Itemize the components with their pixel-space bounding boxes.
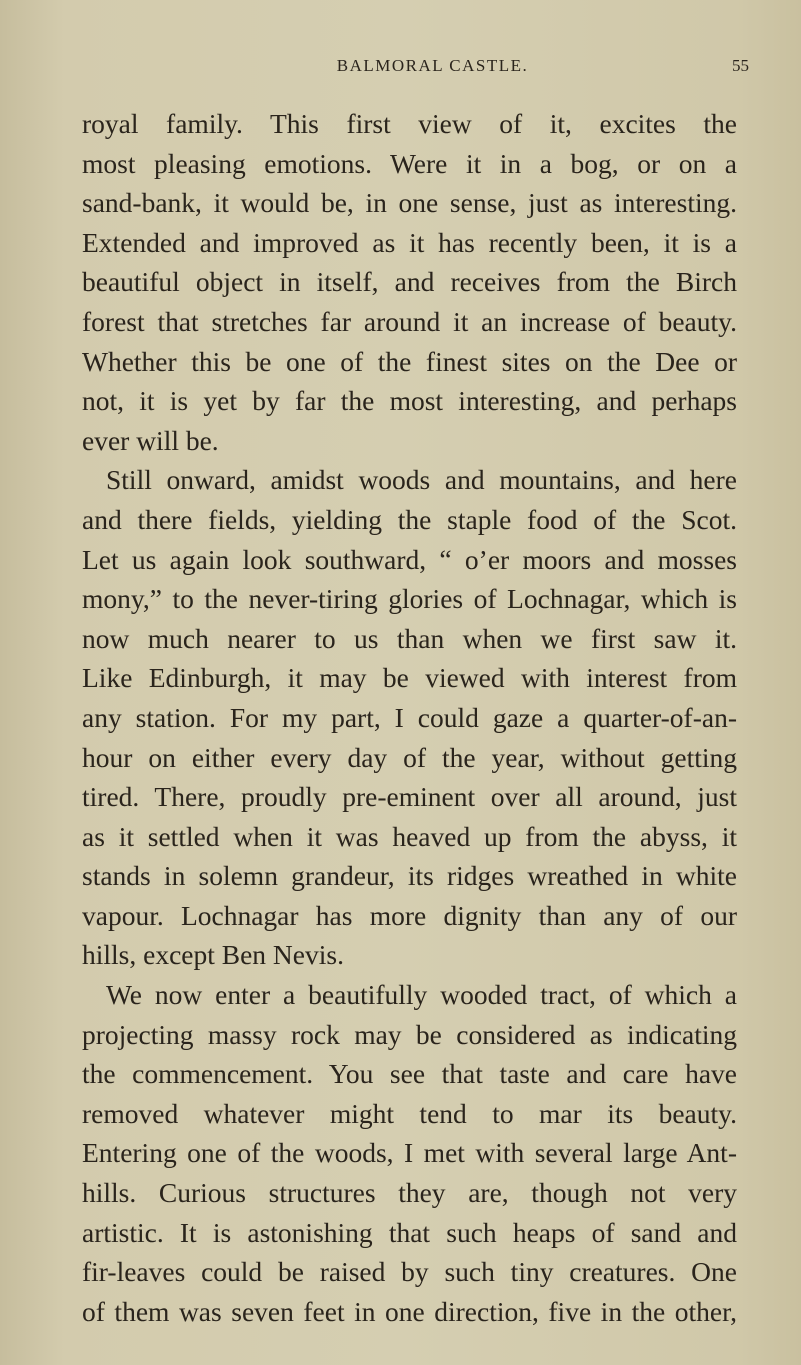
text-line: and there fields, yielding the staple food of the Scot. — [82, 503, 737, 535]
text-line: Like Edinburgh, it may be viewed with interest from — [82, 662, 737, 694]
text-line: Whether this be one of the finest sites on the Dee or — [82, 345, 737, 377]
text-line: now much nearer to us than when we first saw it. — [82, 622, 737, 654]
running-head: BALMORAL CASTLE. — [336, 56, 529, 75]
body-text — [82, 104, 737, 1331]
text-line: not, it is yet by far the most interesting, and perhaps — [82, 385, 737, 417]
page-header — [116, 56, 749, 82]
text-line: royal family. This first view of it, excites the — [82, 108, 737, 139]
text-line: stands in solemn grandeur, its ridges wreathed in white — [82, 860, 737, 892]
text-line: tired. There, proudly pre-eminent over all around, just — [82, 781, 737, 813]
text-line: We now enter a beautifully wooded tract, of which a — [106, 979, 737, 1011]
text-line: most pleasing emotions. Were it in a bog, or on a — [82, 147, 737, 179]
text-line: hour on either every day of the year, without getting — [82, 741, 737, 773]
text-line: the commencement. You see that taste and care have — [82, 1058, 737, 1090]
text-line: any station. For my part, I could gaze a quarter-of-an- — [82, 701, 737, 733]
text-line: hills. Curious structures they are, though not very — [82, 1177, 737, 1209]
text-line: Entering one of the woods, I met with several large Ant- — [82, 1137, 737, 1169]
text-line: hills, except Ben Nevis. — [82, 939, 344, 971]
text-line: Let us again look southward, “ o’er moors and mosses — [82, 543, 737, 575]
text-line: Still onward, amidst woods and mountains, and here — [106, 464, 737, 496]
text-line: beautiful object in itself, and receives from the Birch — [82, 266, 737, 298]
text-line: artistic. It is astonishing that such heaps of sand and — [82, 1216, 737, 1248]
text-line: of them was seven feet in one direction, five in the other, — [82, 1295, 737, 1327]
text-line: fir-leaves could be raised by such tiny creatures. One — [82, 1256, 737, 1288]
page-number: 55 — [732, 56, 749, 75]
text-line: vapour. Lochnagar has more dignity than any of our — [82, 899, 737, 931]
text-line: projecting massy rock may be considered as indicating — [82, 1018, 737, 1050]
text-line: removed whatever might tend to mar its beauty. — [82, 1097, 737, 1129]
text-line: sand-bank, it would be, in one sense, just as interesting. — [82, 187, 737, 219]
text-line: ever will be. — [82, 424, 219, 456]
text-line: as it settled when it was heaved up from the abyss, it — [82, 820, 737, 852]
text-line: mony,” to the never-tiring glories of Lochnagar, which is — [82, 583, 737, 615]
text-line: forest that stretches far around it an increase of beauty. — [82, 305, 737, 337]
text-line: Extended and improved as it has recently been, it is a — [82, 226, 737, 258]
